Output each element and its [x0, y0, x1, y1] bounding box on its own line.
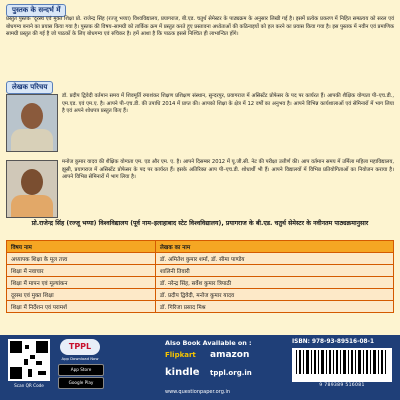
qr-label: Scan QR Code	[14, 383, 44, 388]
app-store-button[interactable]	[58, 364, 104, 376]
subject-cell: शिक्षा में नवाचार	[7, 265, 156, 277]
app-store-label: App Store	[70, 367, 92, 372]
google-play-label: Google Play	[68, 380, 94, 385]
table-row	[7, 301, 394, 313]
barcode-digits: 9 789389 516081	[319, 383, 365, 388]
author-intro-label: लेखक परिचय	[6, 81, 53, 94]
amazon-logo[interactable]: amazon	[210, 350, 250, 360]
also-available-label: Also Book Available on :	[165, 339, 252, 347]
google-play-button[interactable]	[58, 377, 104, 389]
flipkart-logo[interactable]: Flipkart	[165, 351, 196, 359]
about-book-label: पुस्तक के सन्दर्भ में	[6, 4, 66, 17]
author-cell: डॉ. नरेन्द्र सिंह, सर्वेश कुमार त्रिपाठी	[156, 277, 394, 289]
syllabus-heading: प्रो.राजेन्द्र सिंह (रज्जू भय्या) विश्वविद्यालय (पूर्व नाम–इलाहाबाद स्टेट विश्वविद्यालय), प्रयागराज के बी.एड. चतुर्थ सेमेस्टर के नवीनतम पाठ्यक्रमानुसार	[31, 220, 369, 227]
isbn-text: ISBN: 978-93-89516-08-1	[292, 339, 374, 345]
column-subject: विषय नाम	[7, 241, 156, 253]
author-cell: डॉ. प्रदीप द्विवेदी, मनोज कुमार यादव	[156, 289, 394, 301]
author-cell: शालिनी तिवारी	[156, 265, 394, 277]
subject-cell: शिक्षा में मापन एवं मूल्यांकन	[7, 277, 156, 289]
app-download-label: App Download Now	[61, 356, 99, 361]
syllabus-table	[6, 240, 394, 313]
author-photo-1	[6, 94, 58, 152]
author-2-bio: मनोज कुमार यादव की शैक्षिक योग्यता एम. एड और एम. ए. है। आपने दिसम्बर 2012 में यू.जी.सी. नेट की परीक्षा उत्तीर्ण की। आप वर्तमान समय में उर्मिला महिला महाविद्यालय, झूसी, प्रयागराज में असिस्टेंट प्रोफेसर के पद पर कार्यरत हैं। इसके अतिरिक्त आप पी–एच.डी. शोधार्थी भी हैं। आपने विद्यालयों में विभिन्न प्रतियोगिताओं का नियोजन कराया है। आपने विभिन्न सेमिनारों में भाग लिया है।	[62, 159, 394, 181]
table-row	[7, 253, 394, 265]
kindle-logo[interactable]: kindle	[165, 367, 200, 378]
subject-cell: अध्यापक शिक्षा के मूल तत्त्व	[7, 253, 156, 265]
website-link[interactable]: www.questionpaper.org.in	[165, 389, 231, 395]
footer-band	[0, 335, 400, 400]
table-row	[7, 277, 394, 289]
column-author: लेखक का नाम	[156, 241, 394, 253]
author-cell: डॉ. गिरिजा प्रसाद मिश्र	[156, 301, 394, 313]
author-cell: डॉ. अमितेश कुमार शर्मा, डॉ. सीमा पाण्डेय	[156, 253, 394, 265]
tppl-logo: TPPL	[60, 339, 100, 355]
qr-code-icon[interactable]	[8, 339, 50, 381]
table-row	[7, 289, 394, 301]
barcode	[292, 348, 392, 382]
subject-cell: दूरस्थ एवं मुक्त शिक्षा	[7, 289, 156, 301]
subject-cell: शिक्षा में निर्देशन एवं परामर्श	[7, 301, 156, 313]
table-header-row	[7, 241, 394, 253]
about-book-text: प्रस्तुत पुस्तक 'दूरस्थ एवं मुक्त शिक्षा प्रो. राजेन्द्र सिंह (रज्जू भय्या) विश्वविद्यालय, प्रयागराज, बी.एड. चतुर्थ सेमेस्टर के पाठ्यक्रम के अनुसार लिखी गई है। इसमें प्रत्येक प्रकरण में निहित सम्प्रत्यय को सरल एवं बोधगम्य बनाने का प्रयास किया गया है। पुस्तक की विषय–सामग्री को तार्किक क्रम में प्रस्तुत करते हुए प्रस्तावना अध्येताओं की कठिनाइयों को हल करने का प्रयास किया गया है। इस पुस्तक में नवीन एवं प्रमाणिक सामग्री प्रस्तुत की गई है जो पाठकों के लिए बोधगम्य एवं रुचिकर है। हमें आशा है कि पाठक इससे निश्चित ही लाभान्वित होंगे।	[6, 16, 394, 38]
tppl-site-link[interactable]: tppl.org.in	[210, 369, 252, 377]
author-1-bio: डॉ. प्रदीप द्विवेदी वर्तमान समय में शिवमूर्ति रमाशंकर शिक्षण प्रशिक्षण संस्थान, सुन्दरपुर, प्रयागराज में असिस्टेंट प्रोफेसर के पद पर कार्यरत हैं। आपकी शैक्षिक योग्यता पी–एच.डी., एम.एड. एवं एम.ए. है। आपने पी–एच.डी. की उपाधि 2014 में प्राप्त की। आपको शिक्षा के क्षेत्र में 12 वर्षों का अनुभव है। आपने विभिन्न कार्यशालाओं एवं सेमिनारों में भाग लिया है एवं अपने शोधपत्र प्रस्तुत किए हैं।	[62, 93, 394, 115]
table-row	[7, 265, 394, 277]
author-photo-2	[6, 160, 58, 218]
